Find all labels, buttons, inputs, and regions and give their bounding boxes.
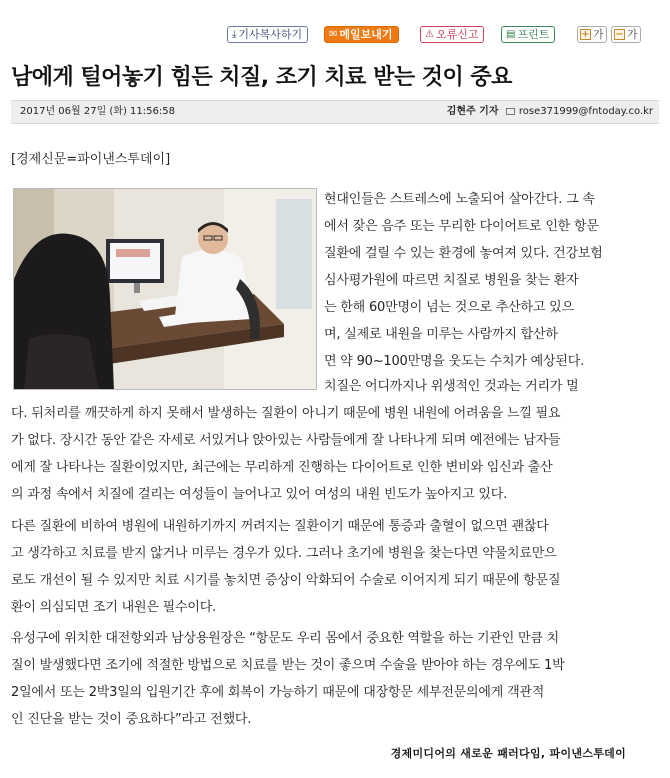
doctor-consultation-image <box>14 189 317 390</box>
report-error-label: 오류신고 <box>435 28 479 41</box>
text-line: 질환에 걸릴 수 있는 환경에 놓여져 있다. 건강보험 <box>324 246 603 261</box>
publish-date: 2017년 06월 27일 (화) 11:56:58 <box>20 106 175 117</box>
text-line: 에서 잦은 음주 또는 무리한 다이어트로 인한 항문 <box>324 219 599 234</box>
text-line: 다른 질환에 비하여 병원에 내원하기까지 꺼려지는 질환이기 때문에 통증과 출혈이 없으면 괜찮다 <box>11 519 549 534</box>
article-toolbar <box>0 26 670 46</box>
reporter-name: 김현주 기자 <box>446 106 499 117</box>
text-line: 치질은 어디까지나 위생적인 것과는 거리가 멀 <box>324 379 579 394</box>
envelope-icon <box>506 108 515 115</box>
text-line: 며, 실제로 내원을 미루는 사람까지 합산하 <box>324 327 558 342</box>
text-line: 는 한해 60만명이 넘는 것으로 추산하고 있으 <box>324 300 574 315</box>
printer-icon: ▤ <box>506 29 516 40</box>
text-line: 유성구에 위치한 대전항외과 남상용원장은 “항문도 우리 몸에서 중요한 역할을 하는 기관인 만큼 치 <box>11 631 560 646</box>
mail-icon: ✉ <box>329 29 338 40</box>
text-line: 의 과정 속에서 치질에 걸리는 여성들이 늘어나고 있어 여성의 내원 빈도가 높아지고 있다. <box>11 487 508 502</box>
plus-icon: + <box>581 29 590 40</box>
text-line: 질이 발생했다면 조기에 적절한 방법으로 치료를 받는 것이 좋으며 수술을 받아야 하는 경우에도 1박 <box>11 658 565 673</box>
print-button[interactable] <box>501 26 555 43</box>
text-line: 면 약 90~100만명을 웃도는 수치가 예상된다. <box>324 354 585 369</box>
text-line: 가 없다. 장시간 동안 같은 자세로 서있거나 앉아있는 사람들에게 잘 나타나게 되며 예전에는 남자들 <box>11 433 561 448</box>
paragraph-4 <box>11 625 661 733</box>
font-decrease-label: 가 <box>627 28 638 41</box>
font-increase-button[interactable] <box>577 26 607 43</box>
copy-article-label: 기사복사하기 <box>238 28 303 41</box>
minus-icon: − <box>615 29 624 40</box>
font-increase-label: 가 <box>593 28 604 41</box>
paragraph-3 <box>11 513 661 621</box>
text-line: 환이 의심되면 조기 내원은 필수이다. <box>11 600 217 615</box>
reporter-email-link[interactable]: rose371999@fntoday.co.kr <box>518 106 653 117</box>
text-line: 심사평가원에 따르면 치질로 병원을 찾는 환자 <box>324 273 579 288</box>
text-line: 고 생각하고 치료를 받지 않거나 미루는 경우가 있다. 그러나 초기에 병원을 찾는다면 약물치료만으 <box>11 546 557 561</box>
download-icon: ⤓ <box>232 29 237 40</box>
article-source: [경제신문=파이낸스투데이] <box>11 152 171 167</box>
text-line: 현대인들은 스트레스에 노출되어 살아간다. 그 속 <box>324 192 595 207</box>
report-error-button[interactable] <box>420 26 484 43</box>
paragraph-2 <box>11 373 661 508</box>
article-photo <box>13 188 317 390</box>
font-decrease-button[interactable] <box>611 26 641 43</box>
copy-article-button[interactable] <box>227 26 308 43</box>
text-line: 다. 뒤처리를 깨끗하게 하지 못해서 발생하는 질환이 아니기 때문에 병원 내원에 어려움을 느낄 필요 <box>11 406 561 421</box>
send-email-button[interactable] <box>324 26 399 43</box>
warning-icon: ⚠ <box>425 29 434 40</box>
text-line: 인 진단을 받는 것이 중요하다”라고 전했다. <box>11 712 252 727</box>
send-email-label: 메일보내기 <box>339 28 393 41</box>
text-line: 2일에서 또는 2박3일의 입원기간 후에 회복이 가능하기 때문에 대장항문 세부전문의에게 객관적 <box>11 685 545 700</box>
text-line: 에게 잘 나타나는 질환이었지만, 최근에는 무리하게 진행하는 다이어트로 인한 변비와 임신과 출산 <box>11 460 553 475</box>
byline <box>447 101 653 123</box>
print-label: 프린트 <box>517 28 550 41</box>
paragraph-1 <box>324 186 662 375</box>
article-headline: 남에게 털어놓기 힘든 치질, 조기 치료 받는 것이 중요 <box>11 65 512 90</box>
article-meta-bar <box>11 100 659 124</box>
text-line: 로도 개선이 될 수 있지만 치료 시기를 놓치면 증상이 악화되어 수술로 이어지게 되기 때문에 항문질 <box>11 573 561 588</box>
footer-slogan: 경제미디어의 새로운 패러다임, 파이낸스투데이 <box>390 747 626 760</box>
